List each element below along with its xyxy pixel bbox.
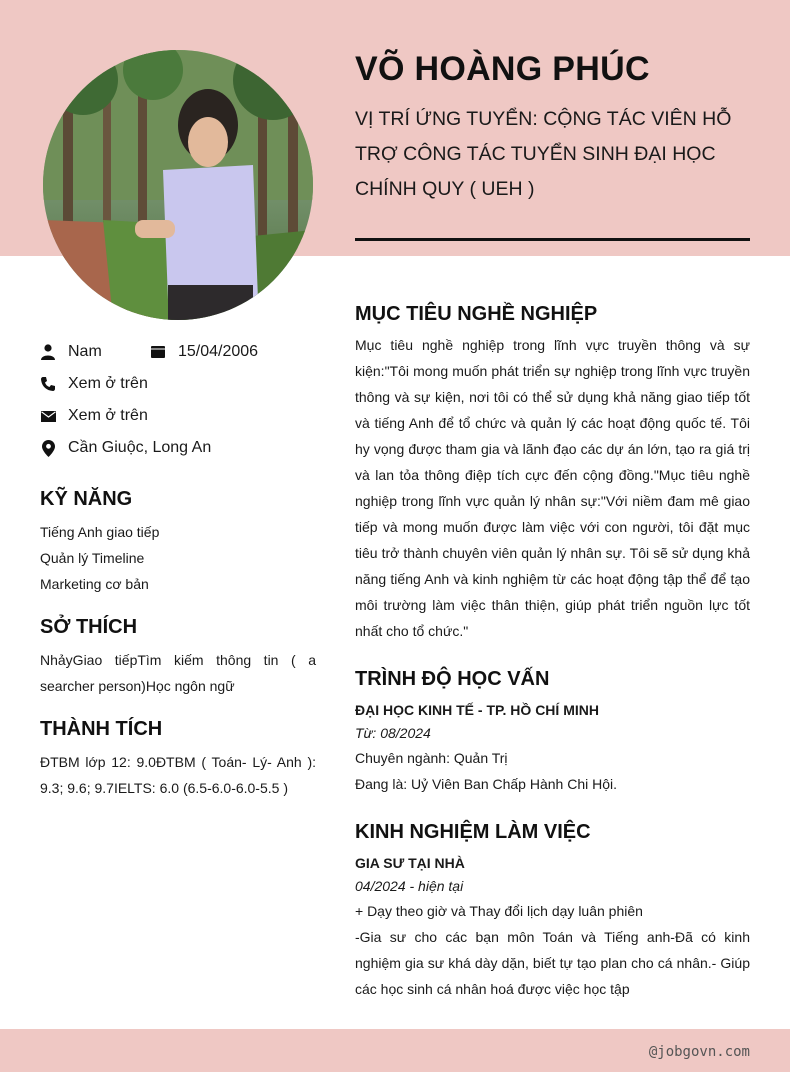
hobbies-heading: SỞ THÍCH [40,616,138,638]
skills-list [40,519,316,597]
education-school: ĐẠI HỌC KINH TẾ - TP. HỒ CHÍ MINH [355,702,599,718]
phone-row [40,375,148,393]
person-icon [40,344,56,360]
email-value: Xem ở trên [68,407,148,424]
calendar-icon [150,344,166,360]
education-major: Chuyên ngành: Quản Trị [355,750,508,766]
experience-period: 04/2024 - hiện tại [355,878,464,894]
phone-value: Xem ở trên [68,375,148,392]
objective-heading: MỤC TIÊU NGHỀ NGHIỆP [355,303,598,325]
address-value: Cần Giuộc, Long An [68,439,212,456]
address-row [40,439,211,457]
education-period: Từ: 08/2024 [355,725,431,741]
education-heading: TRÌNH ĐỘ HỌC VẤN [355,668,550,690]
experience-text: -Gia sư cho các bạn môn Toán và Tiếng anh-Đã có kinh nghiệm gia sư khá dày dặn, biết tự tạo plan cho cá nhân.- Giúp các học sinh cá nhân hoá được việc học tập [355,929,750,997]
birthday-value: 15/04/2006 [178,343,259,360]
objective-text: Mục tiêu nghề nghiệp trong lĩnh vực truyền thông và sự kiện:"Tôi mong muốn phát triển sự nghiệp trong lĩnh vực truyền thông và sự kiện, nơi tôi có thể sử dụng khả năng giao tiếp tốt và tiếng Anh để tổ chức và quản lý các hoạt động quốc tế. Tôi hy vọng được tham gia và lãnh đạo các dự án lớn, tạo ra giá trị và lan tỏa thông điệp tích cực đến cộng đồng."Mục tiêu nghề nghiệp trong lĩnh vực quản lý nhân sự:"Với niềm đam mê giao tiếp và mong muốn được làm việc với con người, tôi đặt mục tiêu trở thành chuyên viên quản lý nhân sự. Tôi sẽ sử dụng khả năng tiếng Anh và kinh nghiệm từ các hoạt động tập thể để tạo môi trường làm việc thân thiện, giúp phát triển nguồn lực tốt nhất cho tổ chức." [355,337,750,639]
footer-watermark: @jobgovn.com [648,1044,750,1060]
candidate-name: VÕ HOÀNG PHÚC [355,50,650,88]
skill-item: Quản lý Timeline [40,550,145,566]
gender-value: Nam [68,343,102,360]
phone-icon [40,376,56,392]
skill-item: Marketing cơ bản [40,576,149,592]
header-divider [355,238,750,241]
applied-position: VỊ TRÍ ỨNG TUYỂN: CỘNG TÁC VIÊN HỖ TRỢ CÔNG TÁC TUYỂN SINH ĐẠI HỌC CHÍNH QUY ( UEH ) [355,108,732,200]
skills-heading: KỸ NĂNG [40,488,133,510]
gender-row [40,343,102,361]
location-pin-icon [40,440,56,456]
birthday-row [150,343,258,361]
achievements-text: ĐTBM lớp 12: 9.0ĐTBM ( Toán- Lý- Anh ): 9.3; 9.6; 9.7IELTS: 6.0 (6.5-6.0-6.0-5.5 ) [40,754,316,796]
skill-item: Tiếng Anh giao tiếp [40,524,160,540]
email-row [40,407,148,425]
mail-icon [40,408,56,424]
experience-job: GIA SƯ TẠI NHÀ [355,855,465,871]
profile-photo [43,50,313,320]
hobbies-text: NhảyGiao tiếpTìm kiếm thông tin ( a searcher person)Học ngôn ngữ [40,652,316,694]
experience-heading: KINH NGHIỆM LÀM VIỆC [355,821,591,843]
experience-line: + Dạy theo giờ và Thay đổi lịch dạy luân phiên [355,903,643,919]
achievements-heading: THÀNH TÍCH [40,718,163,740]
education-role: Đang là: Uỷ Viên Ban Chấp Hành Chi Hội. [355,776,618,792]
